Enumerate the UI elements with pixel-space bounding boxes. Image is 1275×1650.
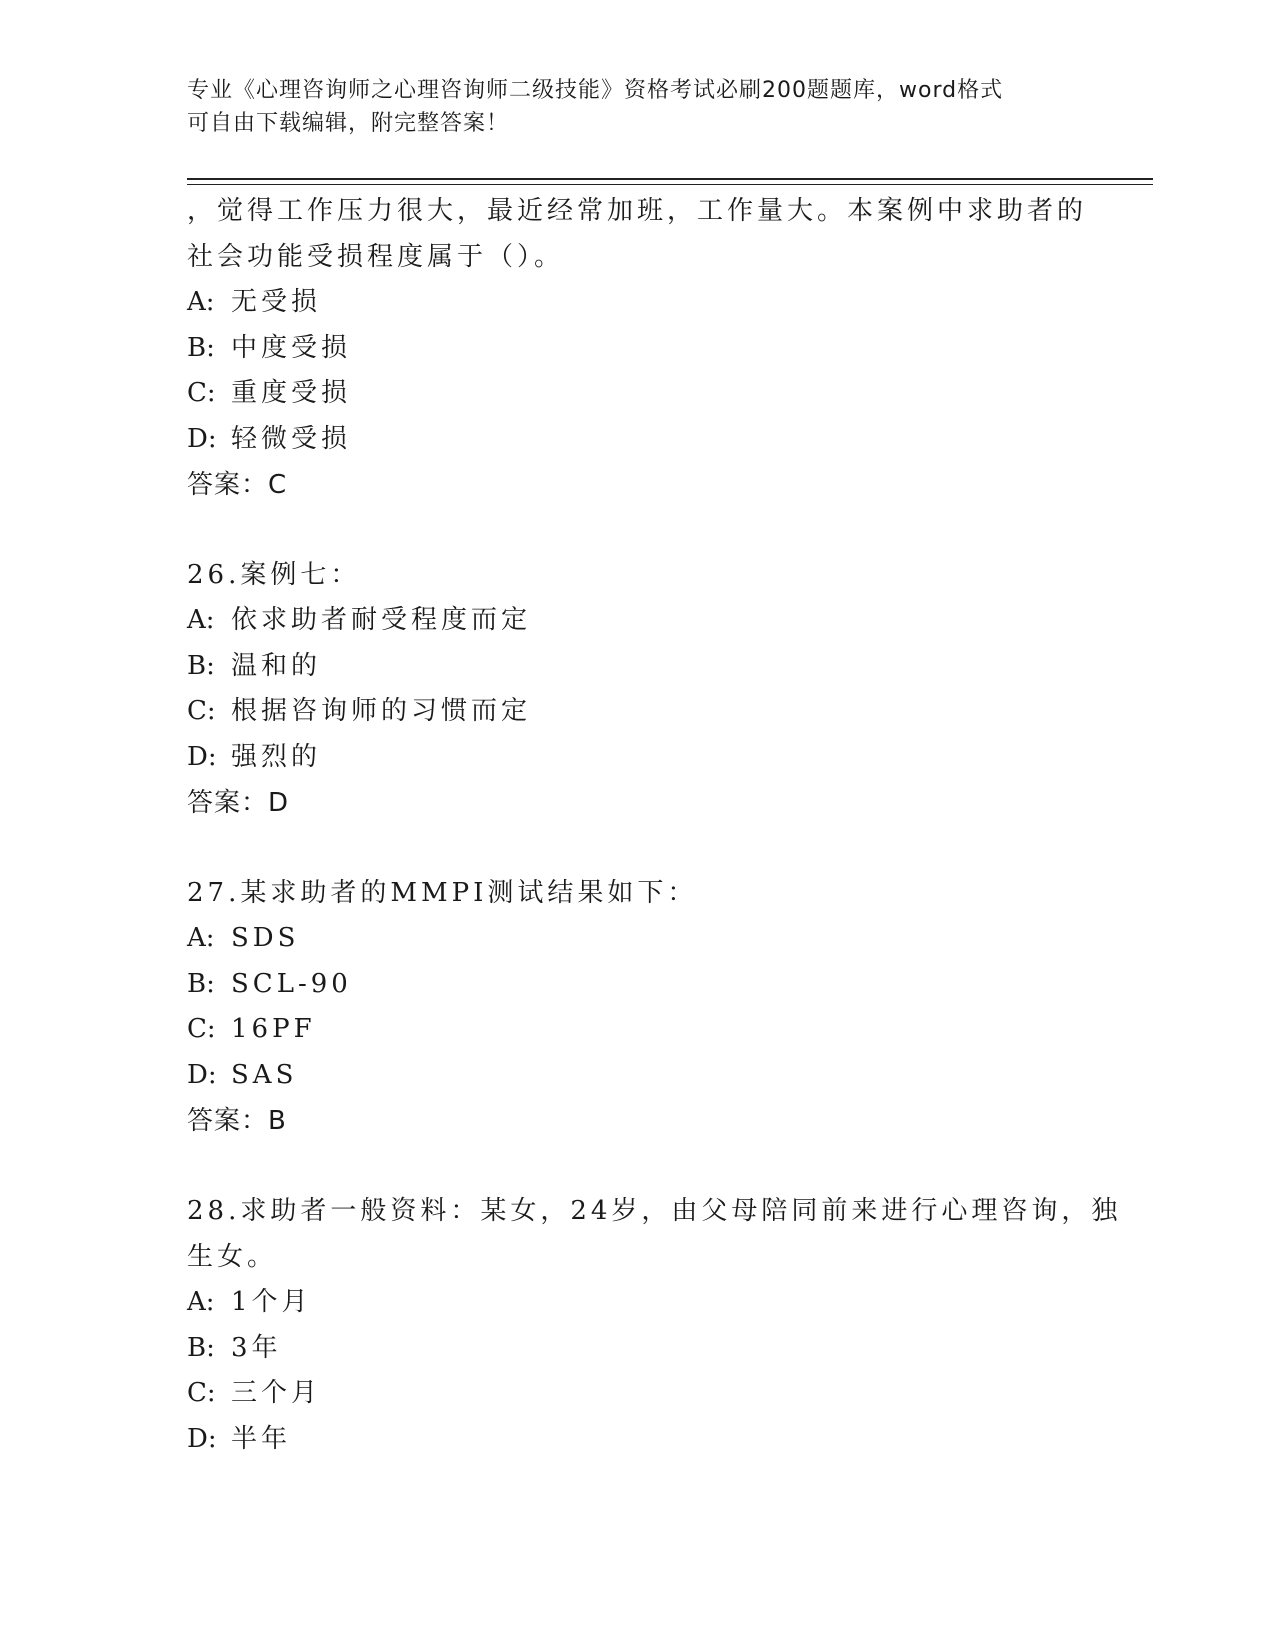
option-key: A: xyxy=(187,1287,215,1317)
option-a xyxy=(187,916,1087,962)
option-text: SAS xyxy=(231,1059,298,1090)
option-text: 依求助者耐受程度而定 xyxy=(231,605,532,635)
option-b xyxy=(187,1326,1087,1372)
option-key: D: xyxy=(187,1059,217,1090)
option-d xyxy=(187,417,1087,463)
document-body xyxy=(187,188,1122,1462)
question-text: ，觉得工作压力很大，最近经常加班，工作量大。本案例中求助者的 xyxy=(187,196,1088,226)
option-c xyxy=(187,689,1087,735)
option-a xyxy=(187,280,1087,326)
option-text: 强烈的 xyxy=(231,741,322,772)
answer-line: 答案：C xyxy=(187,470,288,500)
option-text: 三个月 xyxy=(231,1378,322,1408)
option-text: 半年 xyxy=(231,1423,292,1454)
option-key: C: xyxy=(187,696,216,726)
option-text: 1个月 xyxy=(231,1287,312,1317)
document-header xyxy=(187,74,1087,140)
option-b xyxy=(187,962,1087,1008)
header-divider-thin xyxy=(187,184,1153,185)
option-key: B: xyxy=(187,968,215,999)
option-c xyxy=(187,1007,1087,1053)
question-text: 26.案例七： xyxy=(187,560,361,590)
option-key: A: xyxy=(187,923,215,953)
option-key: A: xyxy=(187,287,215,317)
option-text: 3年 xyxy=(231,1332,282,1363)
option-b xyxy=(187,326,1087,372)
question-text: 28.求助者一般资料：某女，24岁，由父母陪同前来进行心理咨询，独 xyxy=(187,1196,1122,1226)
option-c xyxy=(187,1371,1087,1417)
question-text: 社会功能受损程度属于（）。 xyxy=(187,242,565,272)
option-a xyxy=(187,598,1087,644)
option-key: B: xyxy=(187,1332,215,1363)
header-line-1: 专业《心理咨询师之心理咨询师二级技能》资格考试必刷200题题库，word格式 xyxy=(187,78,1004,103)
option-text: SDS xyxy=(231,923,300,953)
answer-line: 答案：D xyxy=(187,788,290,818)
question-26 xyxy=(187,552,1087,826)
option-b xyxy=(187,644,1087,690)
question-25 xyxy=(187,188,1087,508)
option-text: 16PF xyxy=(231,1014,316,1044)
option-key: D: xyxy=(187,1423,217,1454)
option-a xyxy=(187,1280,1087,1326)
option-text: 温和的 xyxy=(231,650,322,681)
question-text: 生女。 xyxy=(187,1242,278,1272)
question-text: 27.某求助者的MMPI测试结果如下： xyxy=(187,878,698,908)
question-28 xyxy=(187,1188,1122,1462)
option-d xyxy=(187,735,1087,781)
option-key: D: xyxy=(187,741,217,772)
option-key: C: xyxy=(187,1014,216,1044)
header-divider-thick xyxy=(187,178,1153,180)
option-text: 无受损 xyxy=(231,287,322,317)
option-text: 轻微受损 xyxy=(231,423,352,454)
option-key: B: xyxy=(187,332,215,363)
option-d xyxy=(187,1417,1087,1463)
option-key: A: xyxy=(187,605,215,635)
option-key: D: xyxy=(187,423,217,454)
option-key: B: xyxy=(187,650,215,681)
header-line-2: 可自由下载编辑，附完整答案！ xyxy=(187,111,510,136)
option-c xyxy=(187,371,1087,417)
option-text: SCL-90 xyxy=(231,968,352,999)
option-text: 重度受损 xyxy=(231,378,352,408)
option-text: 根据咨询师的习惯而定 xyxy=(231,696,532,726)
option-key: C: xyxy=(187,1378,216,1408)
option-d xyxy=(187,1053,1087,1099)
option-text: 中度受损 xyxy=(231,332,352,363)
option-key: C: xyxy=(187,378,216,408)
question-27 xyxy=(187,870,1087,1144)
answer-line: 答案：B xyxy=(187,1106,287,1136)
